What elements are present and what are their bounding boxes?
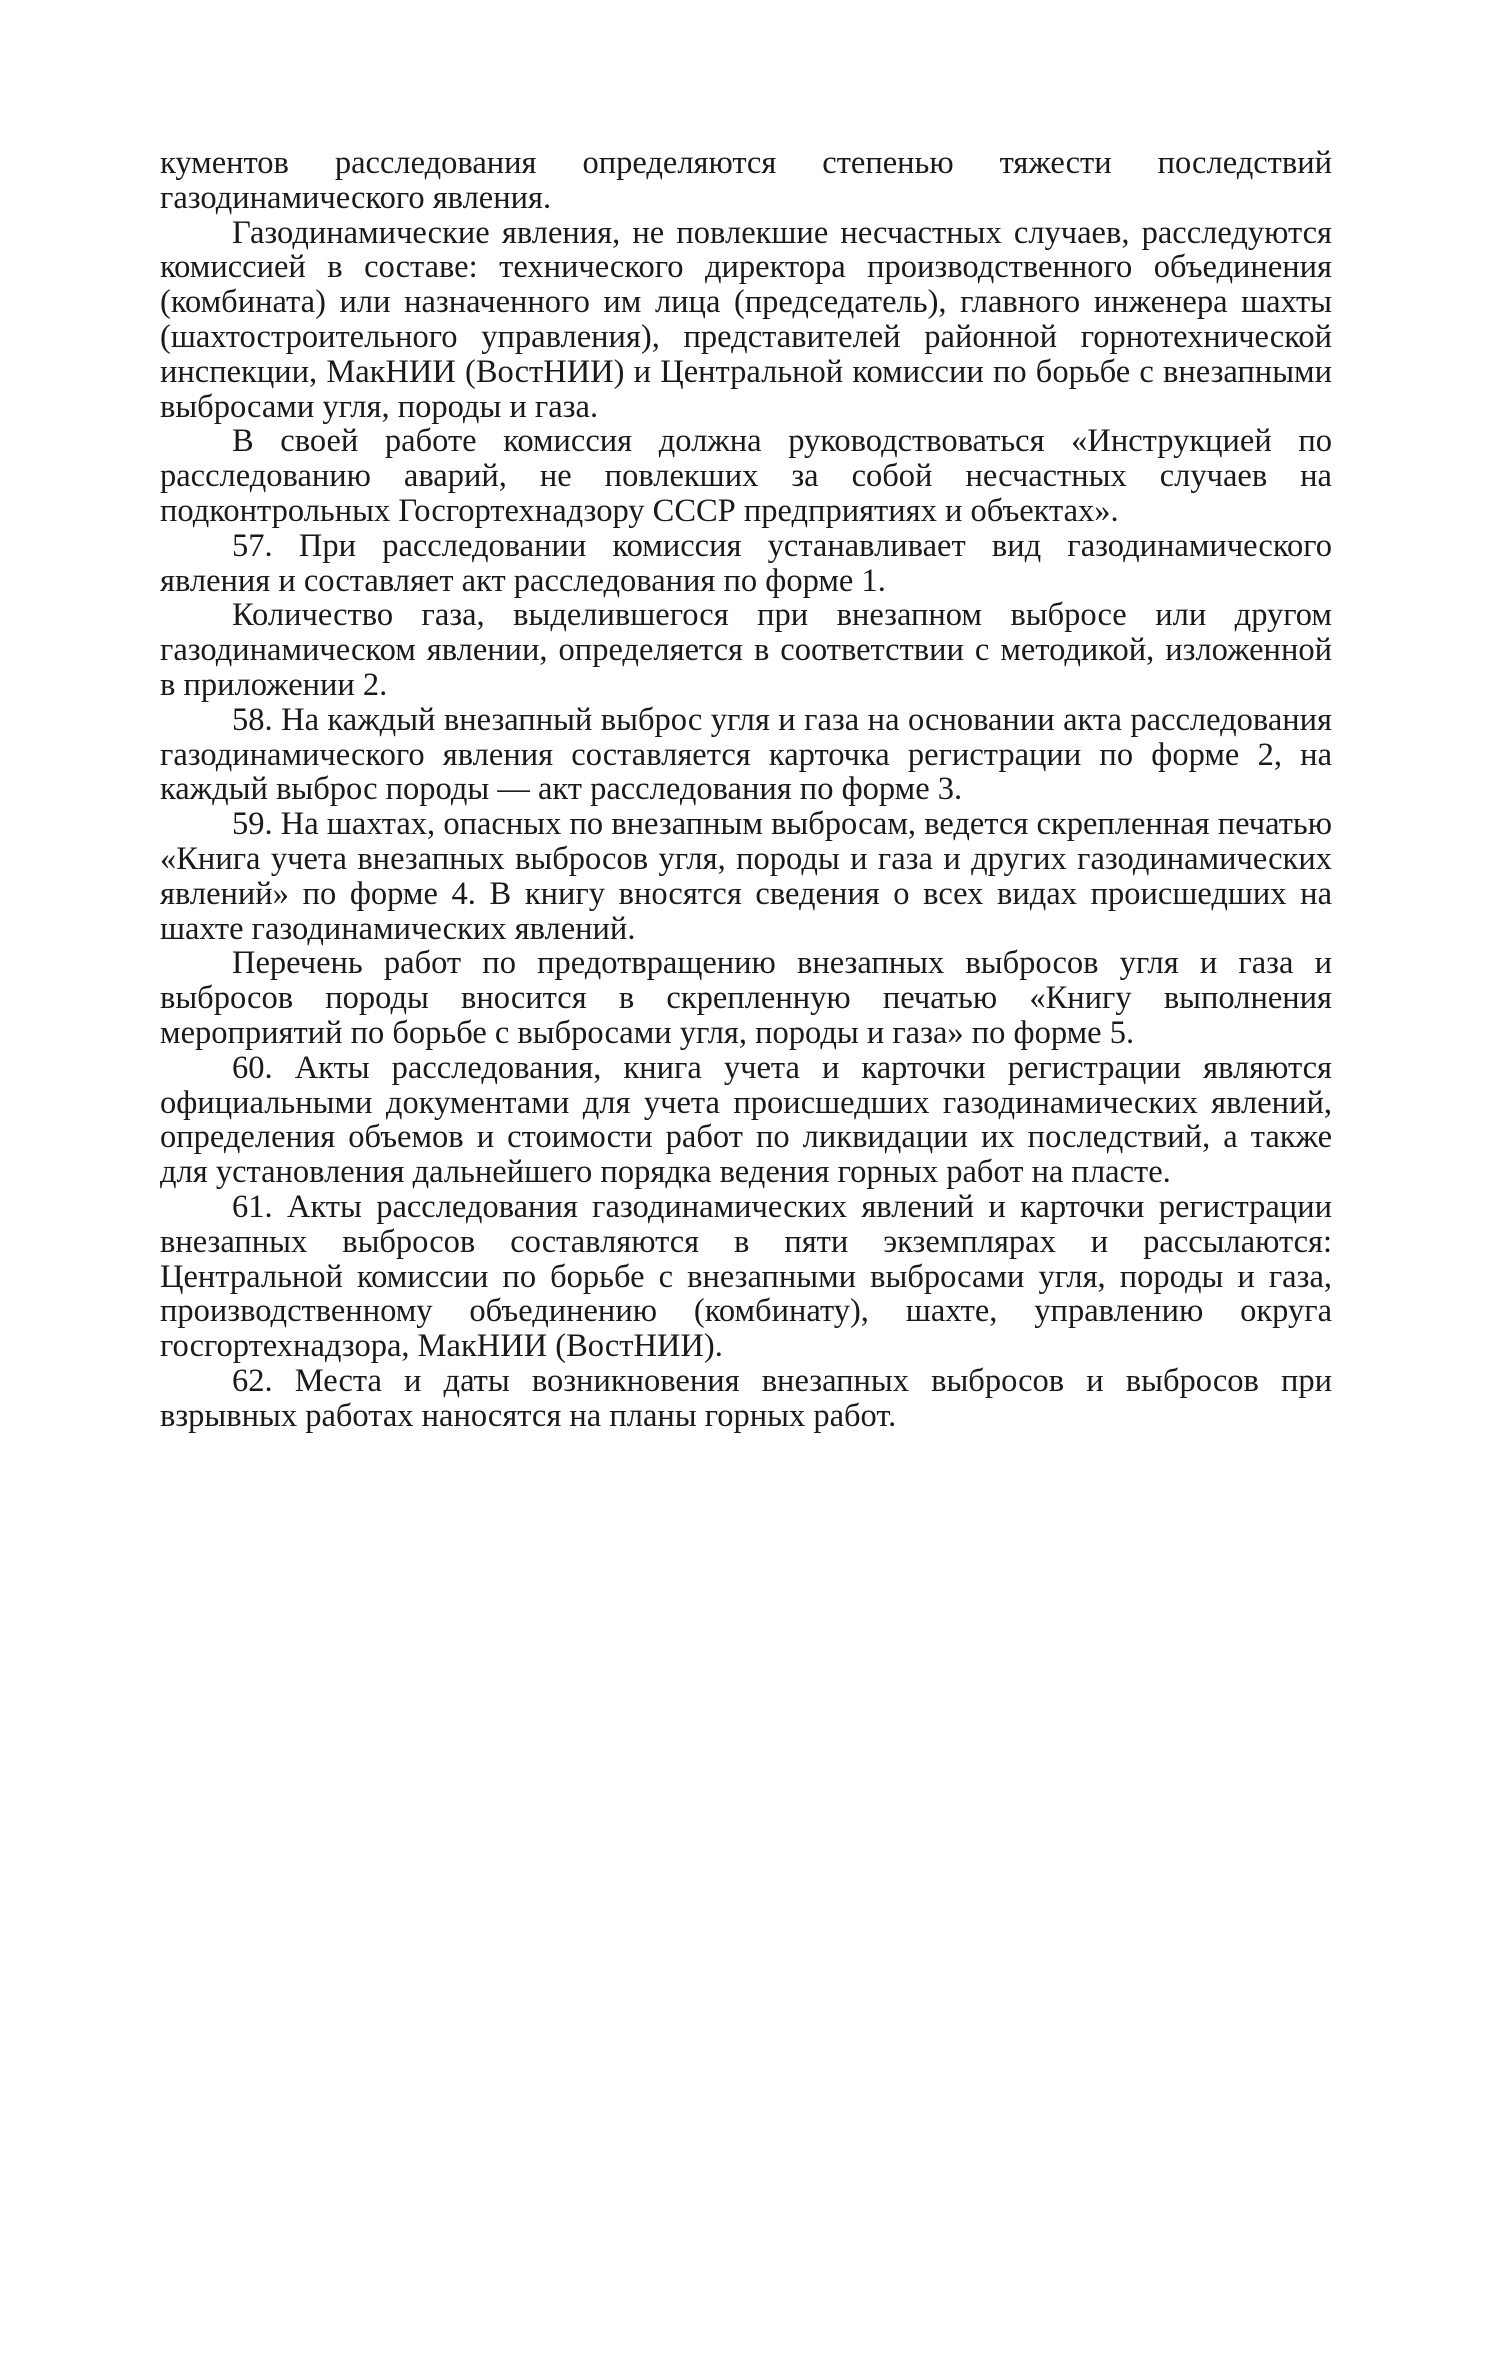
- paragraph-gas-dynamic-investigation: Газодинамические явления, не повлекшие несчастных случаев, расследуются комиссией в составе: технического директора производственного объединения (комбината) или назначенного им лица (председатель), главного инженера шахты (шахтостроительного управления), представителей районной горнотехнической инспекции, МакНИИ (ВостНИИ) и Центральной комиссии по борьбе с внезапными выбросами угля, породы и газа.: [160, 214, 1332, 425]
- paragraph-60: 60. Акты расследования, книга учета и карточки регистрации являются официальными документами для учета происшедших газодинамических явлений, определения объемов и стоимости работ по ликвидации их последствий, а также для установления дальнейшего порядка ведения горных работ на пласте.: [160, 1049, 1332, 1191]
- paragraph-gas-quantity: Количество газа, выделившегося при внезапном выбросе или другом газодинамическом явлении, определяется в соответствии с методикой, изложенной в приложении 2.: [160, 597, 1332, 703]
- paragraph-62: 62. Места и даты возникновения внезапных выбросов и выбросов при взрывных работах наносятся на планы горных работ.: [160, 1362, 1332, 1434]
- paragraph-work-list: Перечень работ по предотвращению внезапных выбросов угля и газа и выбросов породы вносится в скрепленную печатью «Книгу выполнения мероприятий по борьбе с выбросами угля, породы и газа» по форме 5.: [160, 945, 1332, 1051]
- paragraph-continuation: кументов расследования определяются степенью тяжести последствий газодинамического явления.: [160, 145, 1332, 216]
- paragraph-59: 59. На шахтах, опасных по внезапным выбросам, ведется скрепленная печатью «Книга учета внезапных выбросов угля, породы и газа и других газодинамических явлений» по форме 4. В книгу вносятся сведения о всех видах происшедших на шахте газодинамических явлений.: [160, 806, 1332, 947]
- paragraph-58: 58. На каждый внезапный выброс угля и газа на основании акта расследования газодинамического явления составляется карточка регистрации по форме 2, на каждый выброс породы — акт расследования по форме 3.: [160, 701, 1332, 808]
- paragraph-61: 61. Акты расследования газодинамических явлений и карточки регистрации внезапных выбросов составляются в пяти экземплярах и рассылаются: Центральной комиссии по борьбе с внезапными выбросами угля, породы и газа, производственному объединению (комбинату), шахте, управлению округа госгортехнадзора, МакНИИ (ВостНИИ).: [160, 1188, 1332, 1365]
- paragraph-commission-instruction: В своей работе комиссия должна руководствоваться «Инструкцией по расследованию аварий, не повлекших за собой несчастных случаев на подконтрольных Госгортехнадзору СССР предприятиях и объектах».: [160, 423, 1332, 529]
- document-body: [160, 146, 1332, 1433]
- paragraph-57: 57. При расследовании комиссия устанавливает вид газодинамического явления и составляет акт расследования по форме 1.: [160, 527, 1332, 599]
